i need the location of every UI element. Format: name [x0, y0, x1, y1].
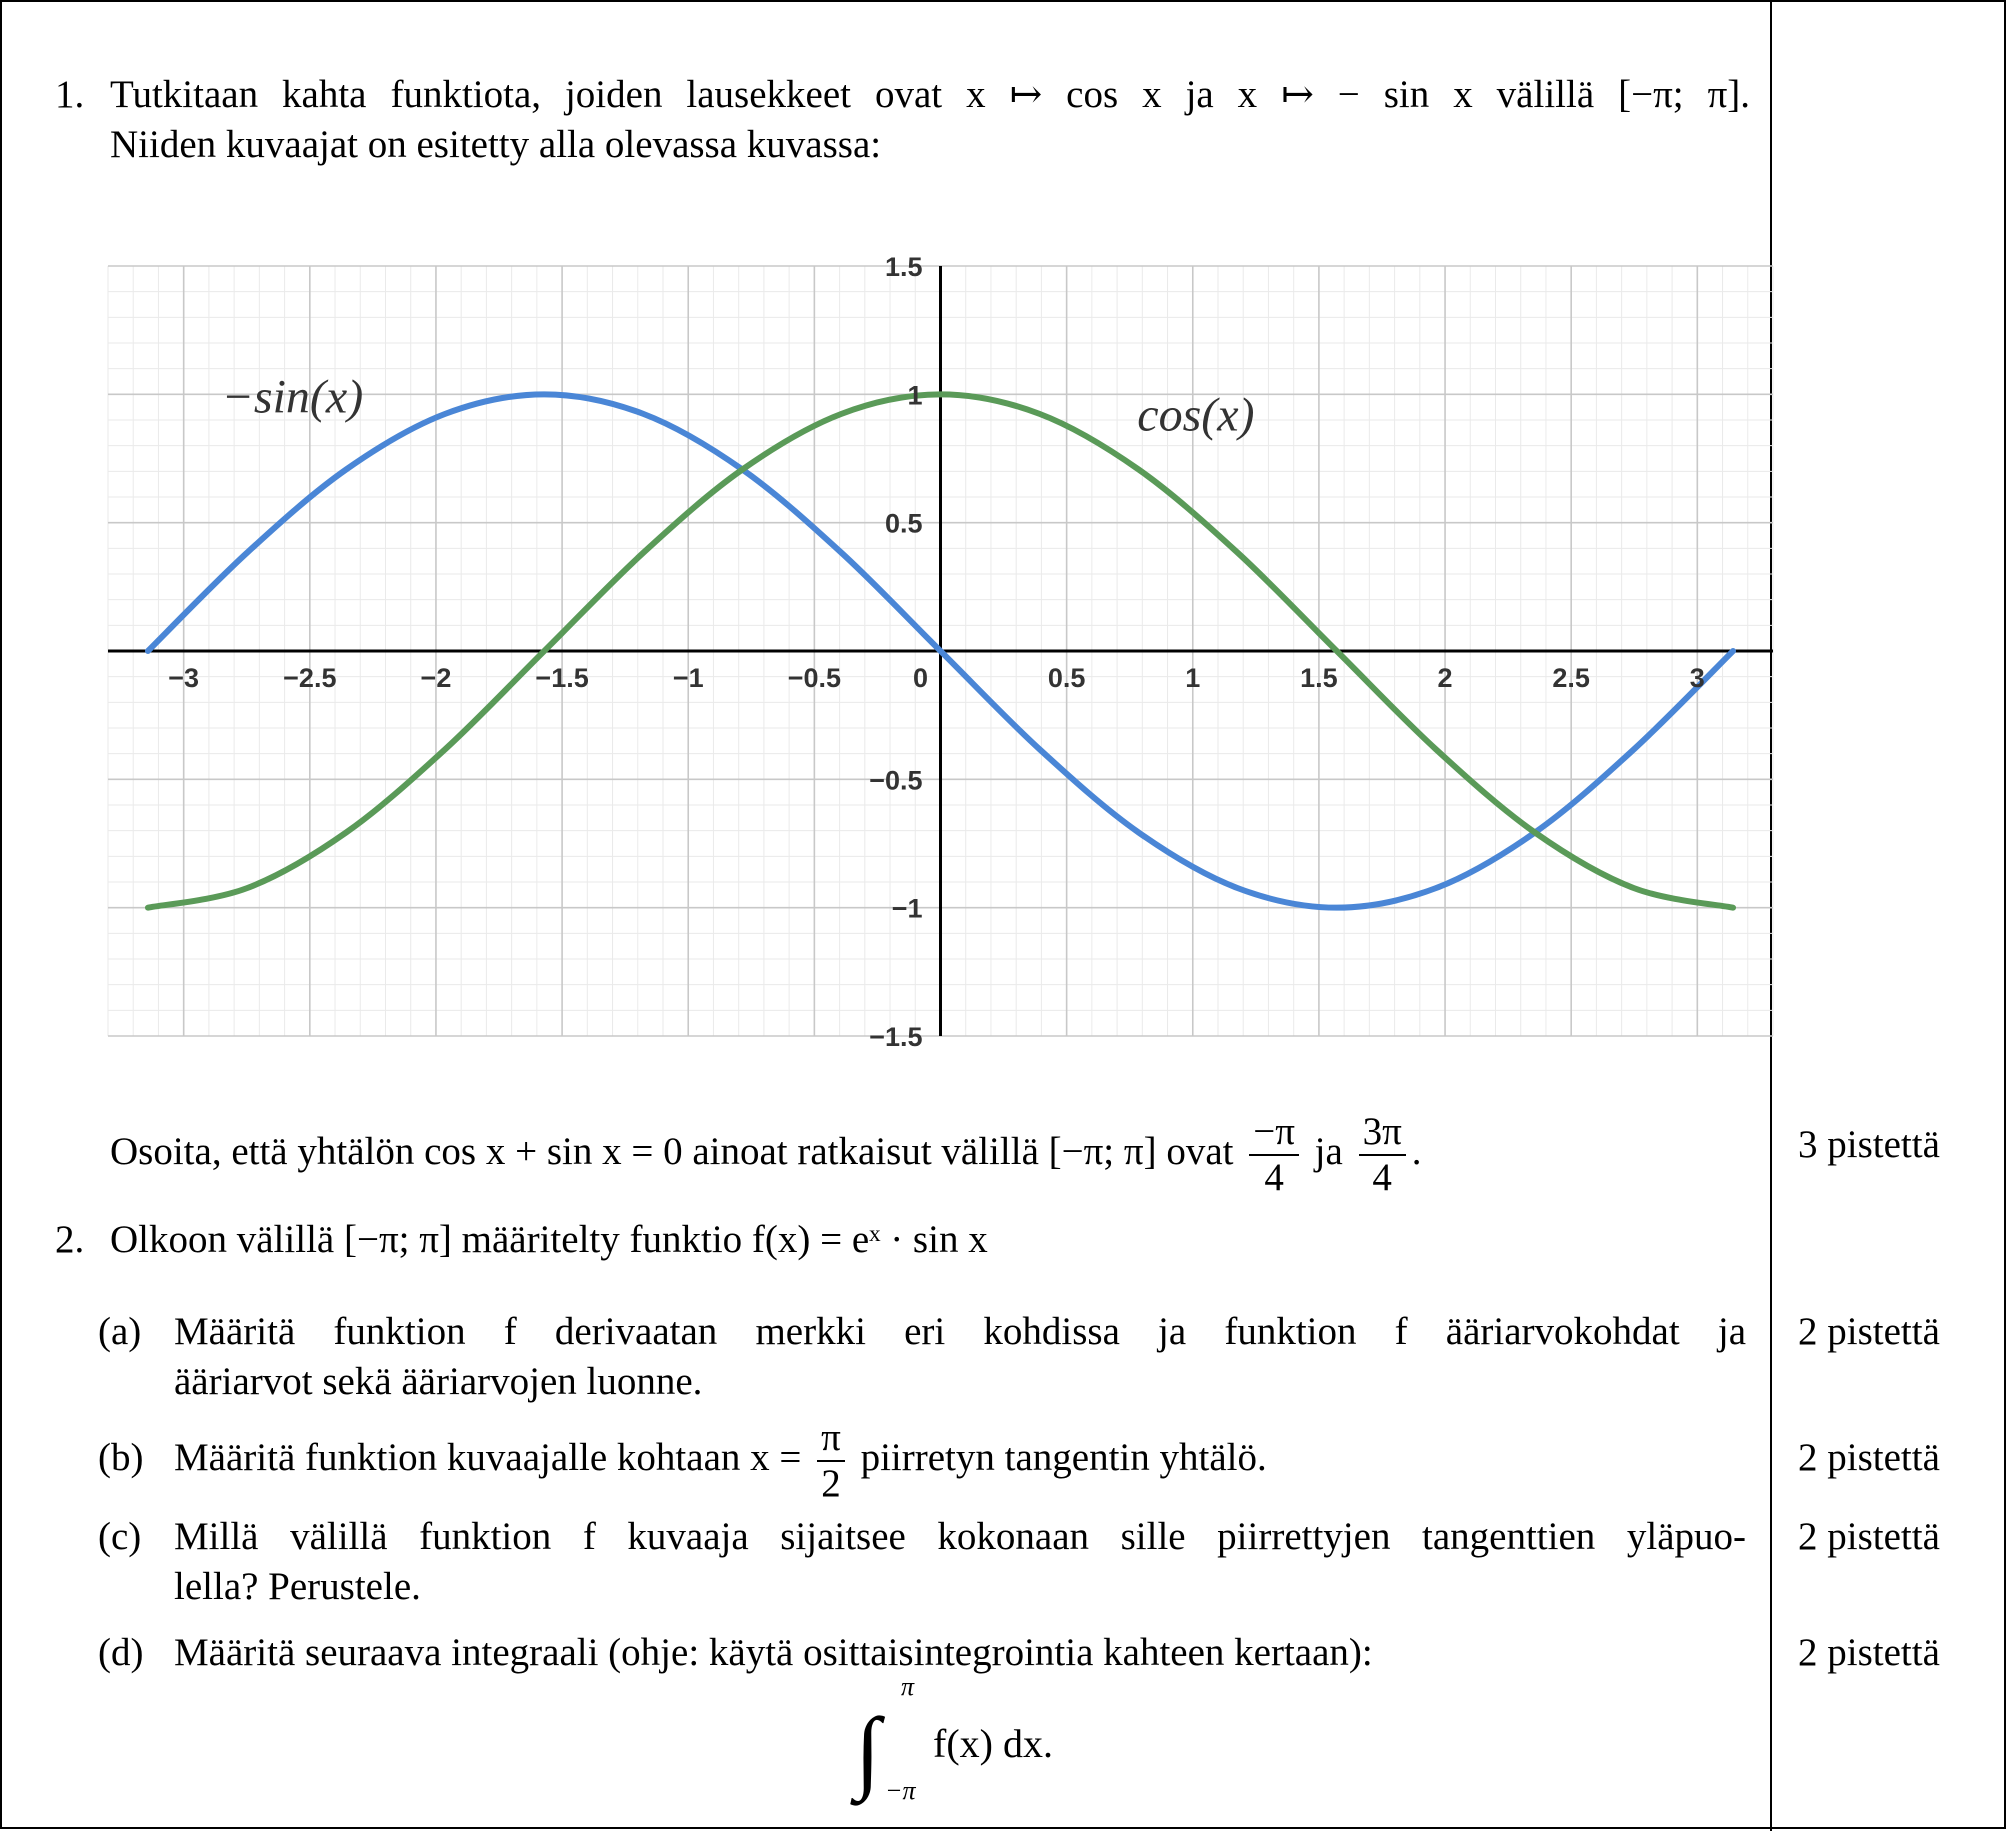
part-b-prefix: Määritä funktion kuvaajalle kohtaan x = [174, 1436, 802, 1479]
cos-curve-label: cos(x) [1137, 388, 1255, 442]
part-b-suffix: piirretyn tangentin yhtälö. [860, 1436, 1267, 1479]
part-c-line2: lella? Perustele. [174, 1565, 421, 1608]
part-b-fraction [817, 1416, 845, 1506]
x-tick-label: −3 [168, 663, 200, 693]
x-tick-label: 2 [1437, 663, 1453, 693]
part-d-points: 2 pistettä [1798, 1631, 1940, 1674]
x-tick-label: 2.5 [1552, 663, 1590, 693]
y-tick-label: 1 [907, 380, 923, 411]
problem-1-number: 1. [55, 73, 85, 116]
neg-sin-curve-label: −sin(x) [221, 370, 364, 424]
solution-joiner: ja [1314, 1129, 1343, 1173]
y-tick-label: −1.5 [869, 1022, 923, 1052]
y-tick-label: −1 [891, 893, 923, 924]
part-b-label: (b) [98, 1436, 144, 1479]
x-tick-label: −1 [672, 663, 704, 693]
x-tick-label: 1.5 [1300, 663, 1338, 693]
part-b-text [174, 1410, 1267, 1506]
solution-2-numerator: 3π [1359, 1110, 1406, 1156]
problem-1-line1: Tutkitaan kahta funktiota, joiden lausekkeet ovat x ↦ cos x ja x ↦ − sin x välillä [−π; π]. [110, 73, 1750, 116]
solution-1-numerator: −π [1249, 1110, 1299, 1156]
integrand: f(x) dx. [933, 1721, 1053, 1766]
task-end-period: . [1411, 1129, 1422, 1173]
part-c-points: 2 pistettä [1798, 1515, 1940, 1558]
part-b-points: 2 pistettä [1798, 1436, 1940, 1479]
part-a-line2: ääriarvot sekä ääriarvojen luonne. [174, 1360, 703, 1403]
part-d-label: (d) [98, 1631, 144, 1674]
x-tick-label: 0.5 [1047, 663, 1086, 693]
x-tick-label: 1 [1185, 663, 1201, 693]
solution-1-fraction [1249, 1110, 1299, 1200]
problem-2-number: 2. [55, 1218, 85, 1261]
problem-1-task-text: Osoita, että yhtälön cos x + sin x = 0 ainoat ratkaisut välillä [−π; π] ovat [110, 1129, 1234, 1173]
problem-1-line2: Niiden kuvaajat on esitetty alla olevassa kuvassa: [110, 123, 882, 166]
x-tick-label: −2.5 [283, 663, 337, 693]
integral-sign: ∫ [855, 1699, 881, 1801]
part-b-denominator: 2 [821, 1462, 841, 1506]
problem-1-task [110, 1110, 1422, 1200]
integral-upper-limit: π [901, 1672, 915, 1701]
part-b-numerator: π [817, 1416, 845, 1462]
y-tick-label: 1.5 [884, 252, 923, 282]
solution-2-denominator: 4 [1372, 1156, 1392, 1199]
solution-1-denominator: 4 [1264, 1156, 1284, 1199]
problem-2-intro: Olkoon välillä [−π; π] määritelty funktio f(x) = eˣ · sin x [110, 1218, 988, 1261]
y-tick-label: 0.5 [884, 508, 923, 539]
x-tick-label: −0.5 [787, 663, 842, 693]
integral-lower-limit: −π [885, 1776, 916, 1805]
x-tick-label: −1.5 [535, 663, 589, 693]
part-a-points: 2 pistettä [1798, 1310, 1940, 1353]
y-tick-label: −0.5 [869, 765, 923, 796]
solution-2-fraction [1359, 1110, 1406, 1200]
x-tick-label: 3 [1689, 663, 1705, 693]
part-d-line1: Määritä seuraava integraali (ohje: käytä osittaisintegrointia kahteen kertaan): [174, 1631, 1373, 1674]
x-tick-label: 0 [912, 663, 929, 693]
problem-1-points: 3 pistettä [1798, 1123, 1940, 1166]
part-c-line1: Millä välillä funktion f kuvaaja sijaitsee kokonaan sille piirrettyjen tangenttien yläpuo- [174, 1515, 1746, 1558]
function-graph [108, 252, 1773, 1052]
x-tick-label: −2 [420, 663, 452, 693]
part-c-label: (c) [98, 1515, 142, 1558]
part-a-label: (a) [98, 1310, 142, 1353]
curve-labels [222, 370, 1255, 441]
part-a-line1: Määritä funktion f derivaatan merkki eri kohdissa ja funktion f ääriarvokohdat ja [174, 1310, 1746, 1353]
